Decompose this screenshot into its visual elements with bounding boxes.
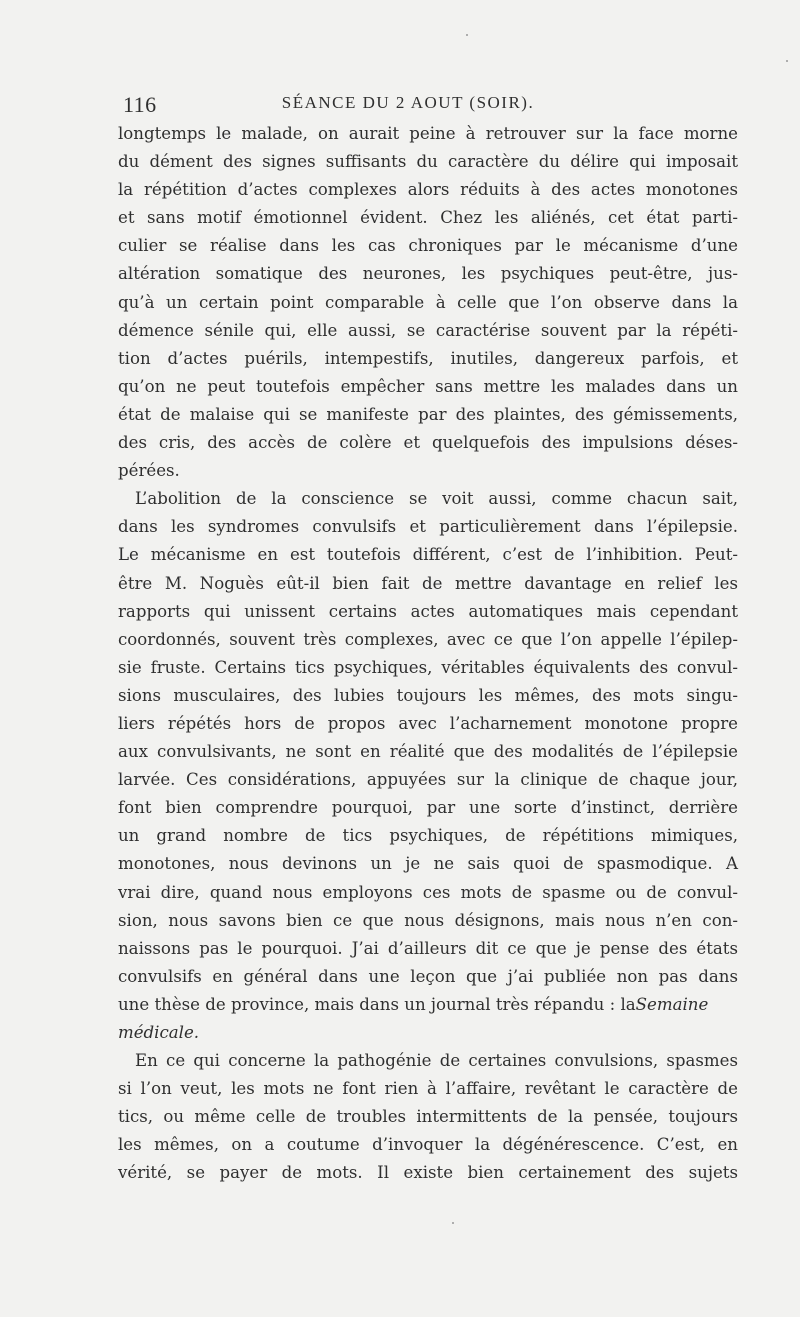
- text-line: sie fruste. Certains tics psychiques, véritables équivalents des convul-: [118, 657, 738, 677]
- italic-title-run: Semaine: [635, 994, 709, 1014]
- text-line: dans les syndromes convulsifs et particulièrement dans l’épilepsie.: [118, 517, 738, 537]
- text-line: la répétition d’actes complexes alors réduits à des actes monotones: [118, 180, 738, 200]
- text-line: rapports qui unissent certains actes automatiques mais cependant: [118, 601, 738, 621]
- text-line: sion, nous savons bien ce que nous désignons, mais nous n’en con-: [118, 910, 738, 930]
- text-line: et sans motif émotionnel évident. Chez les aliénés, cet état parti-: [118, 208, 738, 228]
- text-line: pérées.: [118, 461, 180, 481]
- text-line: tics, ou même celle de troubles intermittents de la pensée, toujours: [118, 1107, 738, 1127]
- paragraph-start-line: L’abolition de la conscience se voit aussi, comme chacun sait,: [135, 489, 738, 509]
- text-line: les mêmes, on a coutume d’invoquer la dégénérescence. C’est, en: [118, 1135, 738, 1155]
- text-line: naissons pas le pourquoi. J’ai d’ailleurs dit ce que je pense des états: [118, 938, 738, 958]
- text-line: coordonnés, souvent très complexes, avec ce que l’on appelle l’épilep-: [118, 629, 738, 649]
- text-line: longtemps le malade, on aurait peine à retrouver sur la face morne: [118, 124, 738, 143]
- text-line: un grand nombre de tics psychiques, de répétitions mimiques,: [118, 826, 738, 846]
- text-line: tion d’actes puérils, intempestifs, inutiles, dangereux parfois, et: [118, 348, 738, 368]
- text-line-with-italic: [118, 991, 738, 1019]
- italic-line: médicale.: [118, 1023, 200, 1042]
- text-line: sions musculaires, des lubies toujours les mêmes, des mots singu-: [118, 685, 738, 705]
- text-line: culier se réalise dans les cas chroniques par le mécanisme d’une: [118, 236, 738, 256]
- text-line: démence sénile qui, elle aussi, se caractérise souvent par la répéti-: [118, 320, 738, 340]
- page-number: 116: [123, 92, 157, 117]
- text-line: si l’on veut, les mots ne font rien à l’affaire, revêtant le caractère de: [118, 1079, 738, 1099]
- text-line: Le mécanisme en est toutefois différent, c’est de l’inhibition. Peut-: [118, 545, 738, 565]
- page-header: [118, 86, 738, 120]
- text-line: liers répétés hors de propos avec l’acharnement monotone propre: [118, 713, 738, 733]
- text-line: des cris, des accès de colère et quelquefois des impulsions déses-: [118, 433, 738, 453]
- text-line: qu’à un certain point comparable à celle que l’on observe dans la: [118, 292, 738, 312]
- text-line: convulsifs en général dans une leçon que j’ai publiée non pas dans: [118, 966, 738, 986]
- text-line: être M. Noguès eût-il bien fait de mettre davantage en relief les: [118, 573, 738, 593]
- text-line: qu’on ne peut toutefois empêcher sans mettre les malades dans un: [118, 376, 738, 396]
- text-line: vrai dire, quand nous employons ces mots de spasme ou de convul-: [118, 882, 738, 902]
- text-line: vérité, se payer de mots. Il existe bien certainement des sujets: [118, 1163, 738, 1183]
- running-title: SÉANCE DU 2 AOUT (SOIR).: [281, 93, 535, 112]
- text-line: état de malaise qui se manifeste par des plaintes, des gémissements,: [118, 404, 738, 424]
- page-content: [118, 86, 738, 1188]
- text-line: monotones, nous devinons un je ne sais quoi de spasmodique. A: [118, 854, 738, 874]
- text-run: une thèse de province, mais dans un journal très répandu : la: [118, 994, 636, 1014]
- text-line: du dément des signes suffisants du caractère du délire qui imposait: [118, 152, 738, 172]
- text-line: larvée. Ces considérations, appuyées sur la clinique de chaque jour,: [118, 770, 738, 790]
- body-text: [118, 120, 738, 1188]
- text-line: aux convulsivants, ne sont en réalité que des modalités de l’épilepsie: [118, 742, 738, 762]
- paragraph-start-line: En ce qui concerne la pathogénie de certaines convulsions, spasmes: [135, 1051, 738, 1071]
- text-line: font bien comprendre pourquoi, par une sorte d’instinct, derrière: [118, 798, 738, 818]
- text-line: altération somatique des neurones, les psychiques peut-être, jus-: [118, 264, 738, 284]
